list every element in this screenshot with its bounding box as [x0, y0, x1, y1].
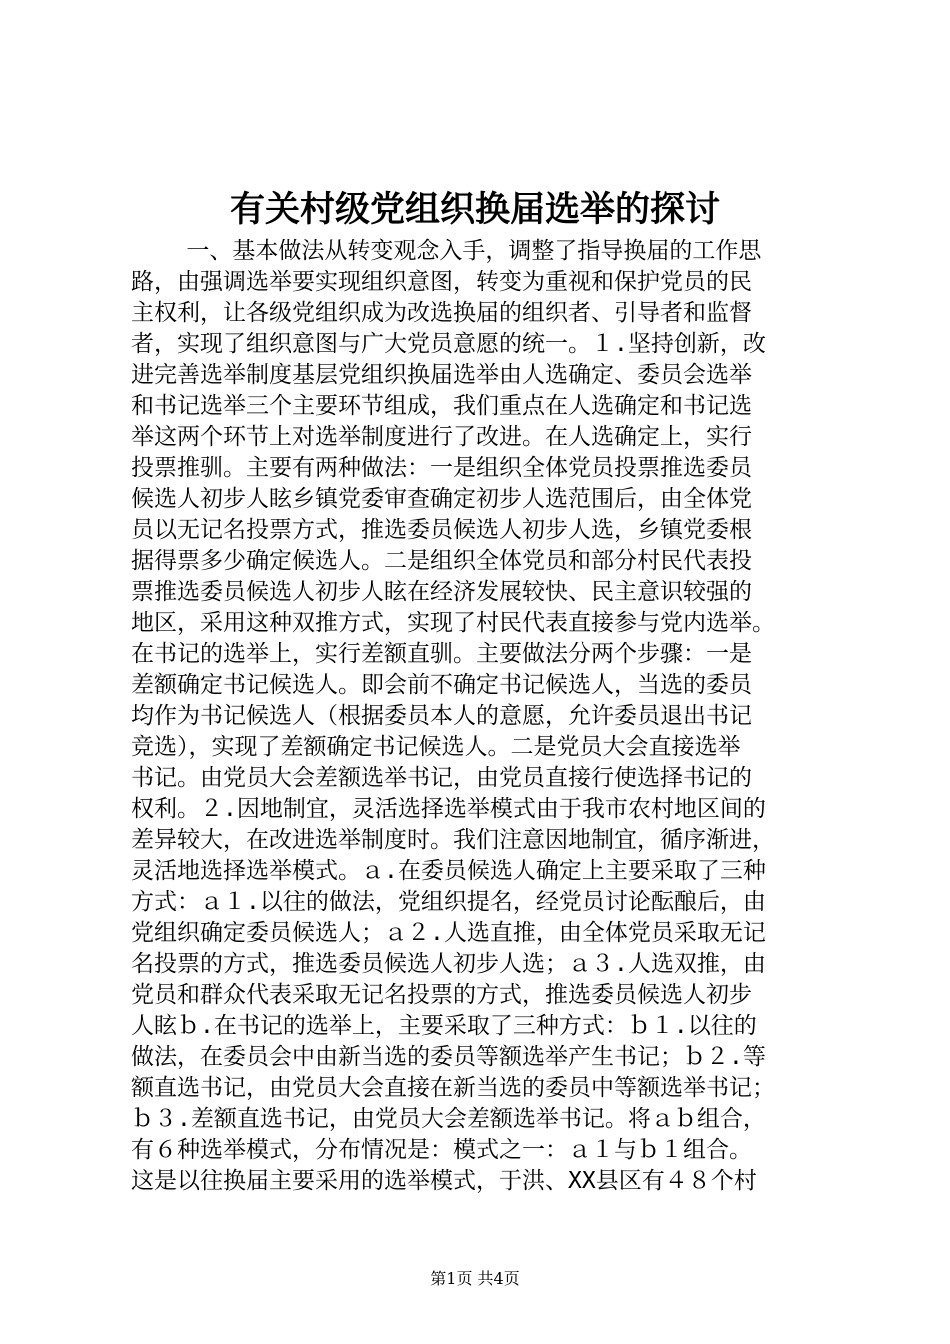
body-line: 候选人初步人眩乡镇党委审查确定初步人选范围后，由全体党 — [131, 486, 752, 512]
body-line: 进完善选举制度基层党组织换届选举由人选确定、委员会选举 — [131, 362, 752, 388]
body-line: 党员和群众代表采取无记名投票的方式，推选委员候选人初步 — [131, 982, 752, 1008]
body-line: 灵活地选择选举模式。ａ.在委员候选人确定上主要采取了三种 — [131, 858, 766, 884]
body-line: 据得票多少确定候选人。二是组织全体党员和部分村民代表投 — [131, 548, 752, 574]
body-line: 这是以往换届主要采用的选举模式，于洪、XX县区有４８个村 — [131, 1168, 757, 1194]
body-line: 做法，在委员会中由新当选的委员等额选举产生书记；ｂ２.等 — [131, 1044, 766, 1070]
document-title: 有关村级党组织换届选举的探讨 — [229, 189, 720, 230]
body-line: 票推选委员候选人初步人眩在经济发展较快、民主意识较强的 — [131, 579, 752, 605]
body-line: 差额确定书记候选人。即会前不确定书记候选人，当选的委员 — [131, 672, 752, 698]
body-line: 路，由强调选举要实现组织意图，转变为重视和保护党员的民 — [131, 269, 752, 295]
body-line: 均作为书记候选人（根据委员本人的意愿，允许委员退出书记 — [131, 703, 752, 729]
body-line: 名投票的方式，推选委员候选人初步人选；ａ３.人选双推，由 — [131, 951, 766, 977]
body-line: 地区，采用这种双推方式，实现了村民代表直接参与党内选举。 — [131, 610, 775, 636]
body-line: 书记。由党员大会差额选举书记，由党员直接行使选择书记的 — [131, 765, 752, 791]
body-line: 有６种选举模式，分布情况是：模式之一：ａ１与ｂ１组合。 — [131, 1137, 752, 1163]
body-line: 党组织确定委员候选人；ａ２.人选直推，由全体党员采取无记 — [131, 920, 766, 946]
body-line: 差异较大，在改进选举制度时。我们注意因地制宜，循序渐进， — [131, 827, 775, 853]
body-line: 额直选书记，由党员大会直接在新当选的委员中等额选举书记； — [131, 1075, 775, 1101]
body-line: 方式：ａ１.以往的做法，党组织提名，经党员讨论酝酿后，由 — [131, 889, 766, 915]
body-line: 者，实现了组织意图与广大党员意愿的统一。１.坚持创新，改 — [131, 331, 766, 357]
body-line: 人眩ｂ.在书记的选举上，主要采取了三种方式：ｂ１.以往的 — [131, 1013, 757, 1039]
body-line: ｂ３.差额直选书记，由党员大会差额选举书记。将ａｂ组合， — [131, 1106, 766, 1132]
body-line: 权利。２.因地制宜，灵活选择选举模式由于我市农村地区间的 — [131, 796, 766, 822]
body-line: 主权利，让各级党组织成为改选换届的组织者、引导者和监督 — [131, 300, 752, 326]
body-line: 举这两个环节上对选举制度进行了改进。在人选确定上，实行 — [131, 424, 752, 450]
body-line: 竞选），实现了差额确定书记候选人。二是党员大会直接选举 — [131, 734, 741, 760]
body-line: 投票推驯。主要有两种做法：一是组织全体党员投票推选委员 — [131, 455, 752, 481]
document-body — [131, 236, 831, 1197]
body-line: 员以无记名投票方式，推选委员候选人初步人选，乡镇党委根 — [131, 517, 752, 543]
body-line: 在书记的选举上，实行差额直驯。主要做法分两个步骤：一是 — [131, 641, 752, 667]
page-footer: 第1页 共4页 — [430, 1269, 520, 1288]
body-line: 和书记选举三个主要环节组成，我们重点在人选确定和书记选 — [131, 393, 752, 419]
body-line: 一、基本做法从转变观念入手，调整了指导换届的工作思 — [131, 238, 762, 264]
